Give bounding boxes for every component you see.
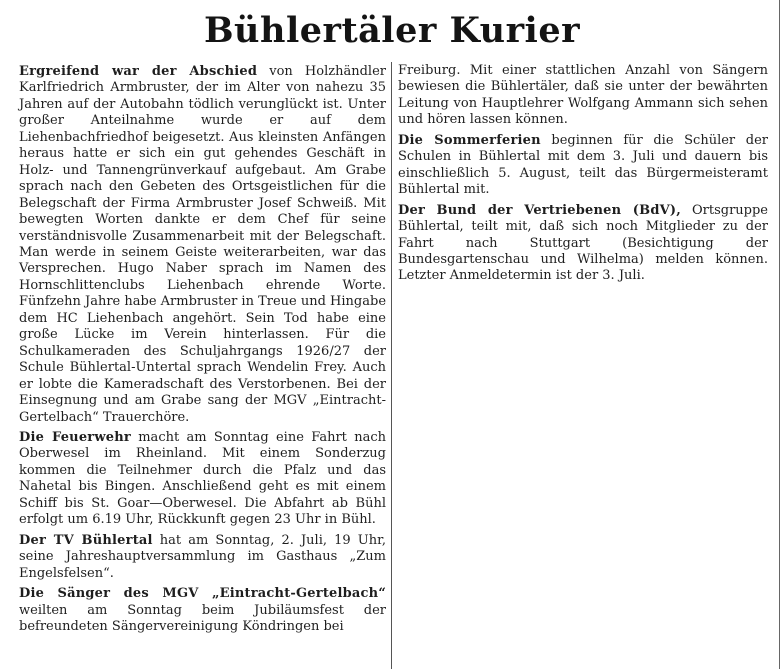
left-column [19, 64, 386, 639]
article-saenger-continued [398, 63, 768, 129]
article-body: hat am Sonntag, 2. Juli, 19 Uhr, seine Jahreshauptversammlung im Gasthaus „Zum Engelsfelsen“. [19, 532, 386, 581]
article-lead: Der TV Bühlertal [19, 532, 153, 548]
masthead-title: Bühlertäler Kurier [203, 10, 581, 51]
article-lead: Die Sänger des MGV „Eintracht-Gertelbach“ [19, 586, 386, 602]
article-lead: Die Sommerferien [398, 132, 541, 148]
column-divider [391, 62, 392, 669]
article-lead: Der Bund der Vertriebenen (BdV), [398, 202, 682, 218]
article-sommerferien [398, 133, 768, 199]
article-lead: Ergreifend war der Abschied [19, 64, 258, 79]
article-lead: Die Feuerwehr [19, 429, 131, 445]
article-saenger [19, 586, 386, 635]
article-abschied [19, 64, 386, 426]
article-bdv [398, 203, 768, 285]
article-body: weilten am Sonntag beim Jubiläumsfest der befreundeten Sängervereinigung Köndringen bei [19, 602, 386, 634]
article-tv-buehlertal [19, 533, 386, 582]
article-body: beginnen für die Schüler der Schulen in Bühlertal mit dem 3. Juli und dauern bis einschließlich 5. August, teilt das Bürgermeisteramt Bühlertal mit. [398, 132, 768, 198]
article-body: von Holzhändler Karlfriedrich Armbruster, der im Alter von nahezu 35 Jahren auf der Autobahn tödlich verunglückt ist. Unter großer Anteilnahme wurde er auf dem Liehenbachfriedhof beigesetzt. Aus kleinsten Anfängen heraus hatte er sich ein gut gehendes Geschäft in Holz- und Tannengrünverkauf aufgebaut. Am Grabe sprach nach den Gebeten des Ortsgeistlichen für die Belegschaft der Firma Armbruster Josef Schweiß. Mit bewegten Worten dankte er dem Chef für seine verständnisvolle Zusammenarbeit mit der Belegschaft. Man werde in seinem Geiste weiterarbeiten, war das Versprechen. Hugo Naber sprach im Namen des Hornschlittenclubs Liehenbach ehrende Worte. Fünfzehn Jahre habe Armbruster in Treue und Hingabe dem HC Liehenbach angehört. Sein Tod habe eine große Lücke im Verein hinterlassen. Für die Schulkameraden des Schuljahrgangs 1926/27 der Schule Bühlertal-Untertal sprach Wendelin Frey. Auch er lobte die Kameradschaft des Verstorbenen. Bei der Einsegnung und am Grabe sang der MGV „Eintracht-Gertelbach“ Trauerchöre. [19, 64, 387, 425]
clipping-edge-line [779, 0, 780, 669]
article-body: Freiburg. Mit einer stattlichen Anzahl von Sängern bewiesen die Bühlertäler, daß sie unter der bewährten Leitung von Hauptlehrer Wolfgang Ammann sich sehen und hören lassen können. [398, 63, 768, 128]
article-feuerwehr [19, 430, 386, 529]
article-body: Ortsgruppe Bühlertal, teilt mit, daß sich noch Mitglieder zu der Fahrt nach Stuttgart (Besichtigung der Bundesgartenschau und Wilhelma) melden können. Letzter Anmeldetermin ist der 3. Juli. [398, 202, 768, 284]
right-column [398, 63, 768, 289]
article-body: macht am Sonntag eine Fahrt nach Oberwesel im Rheinland. Mit einem Sonderzug kommen die Teilnehmer durch die Pfalz und das Nahetal bis Bingen. Anschließend geht es mit einem Schiff bis St. Goar—Oberwesel. Die Abfahrt ab Bühl erfolgt um 6.19 Uhr, Rückkunft gegen 23 Uhr in Bühl. [19, 429, 386, 528]
